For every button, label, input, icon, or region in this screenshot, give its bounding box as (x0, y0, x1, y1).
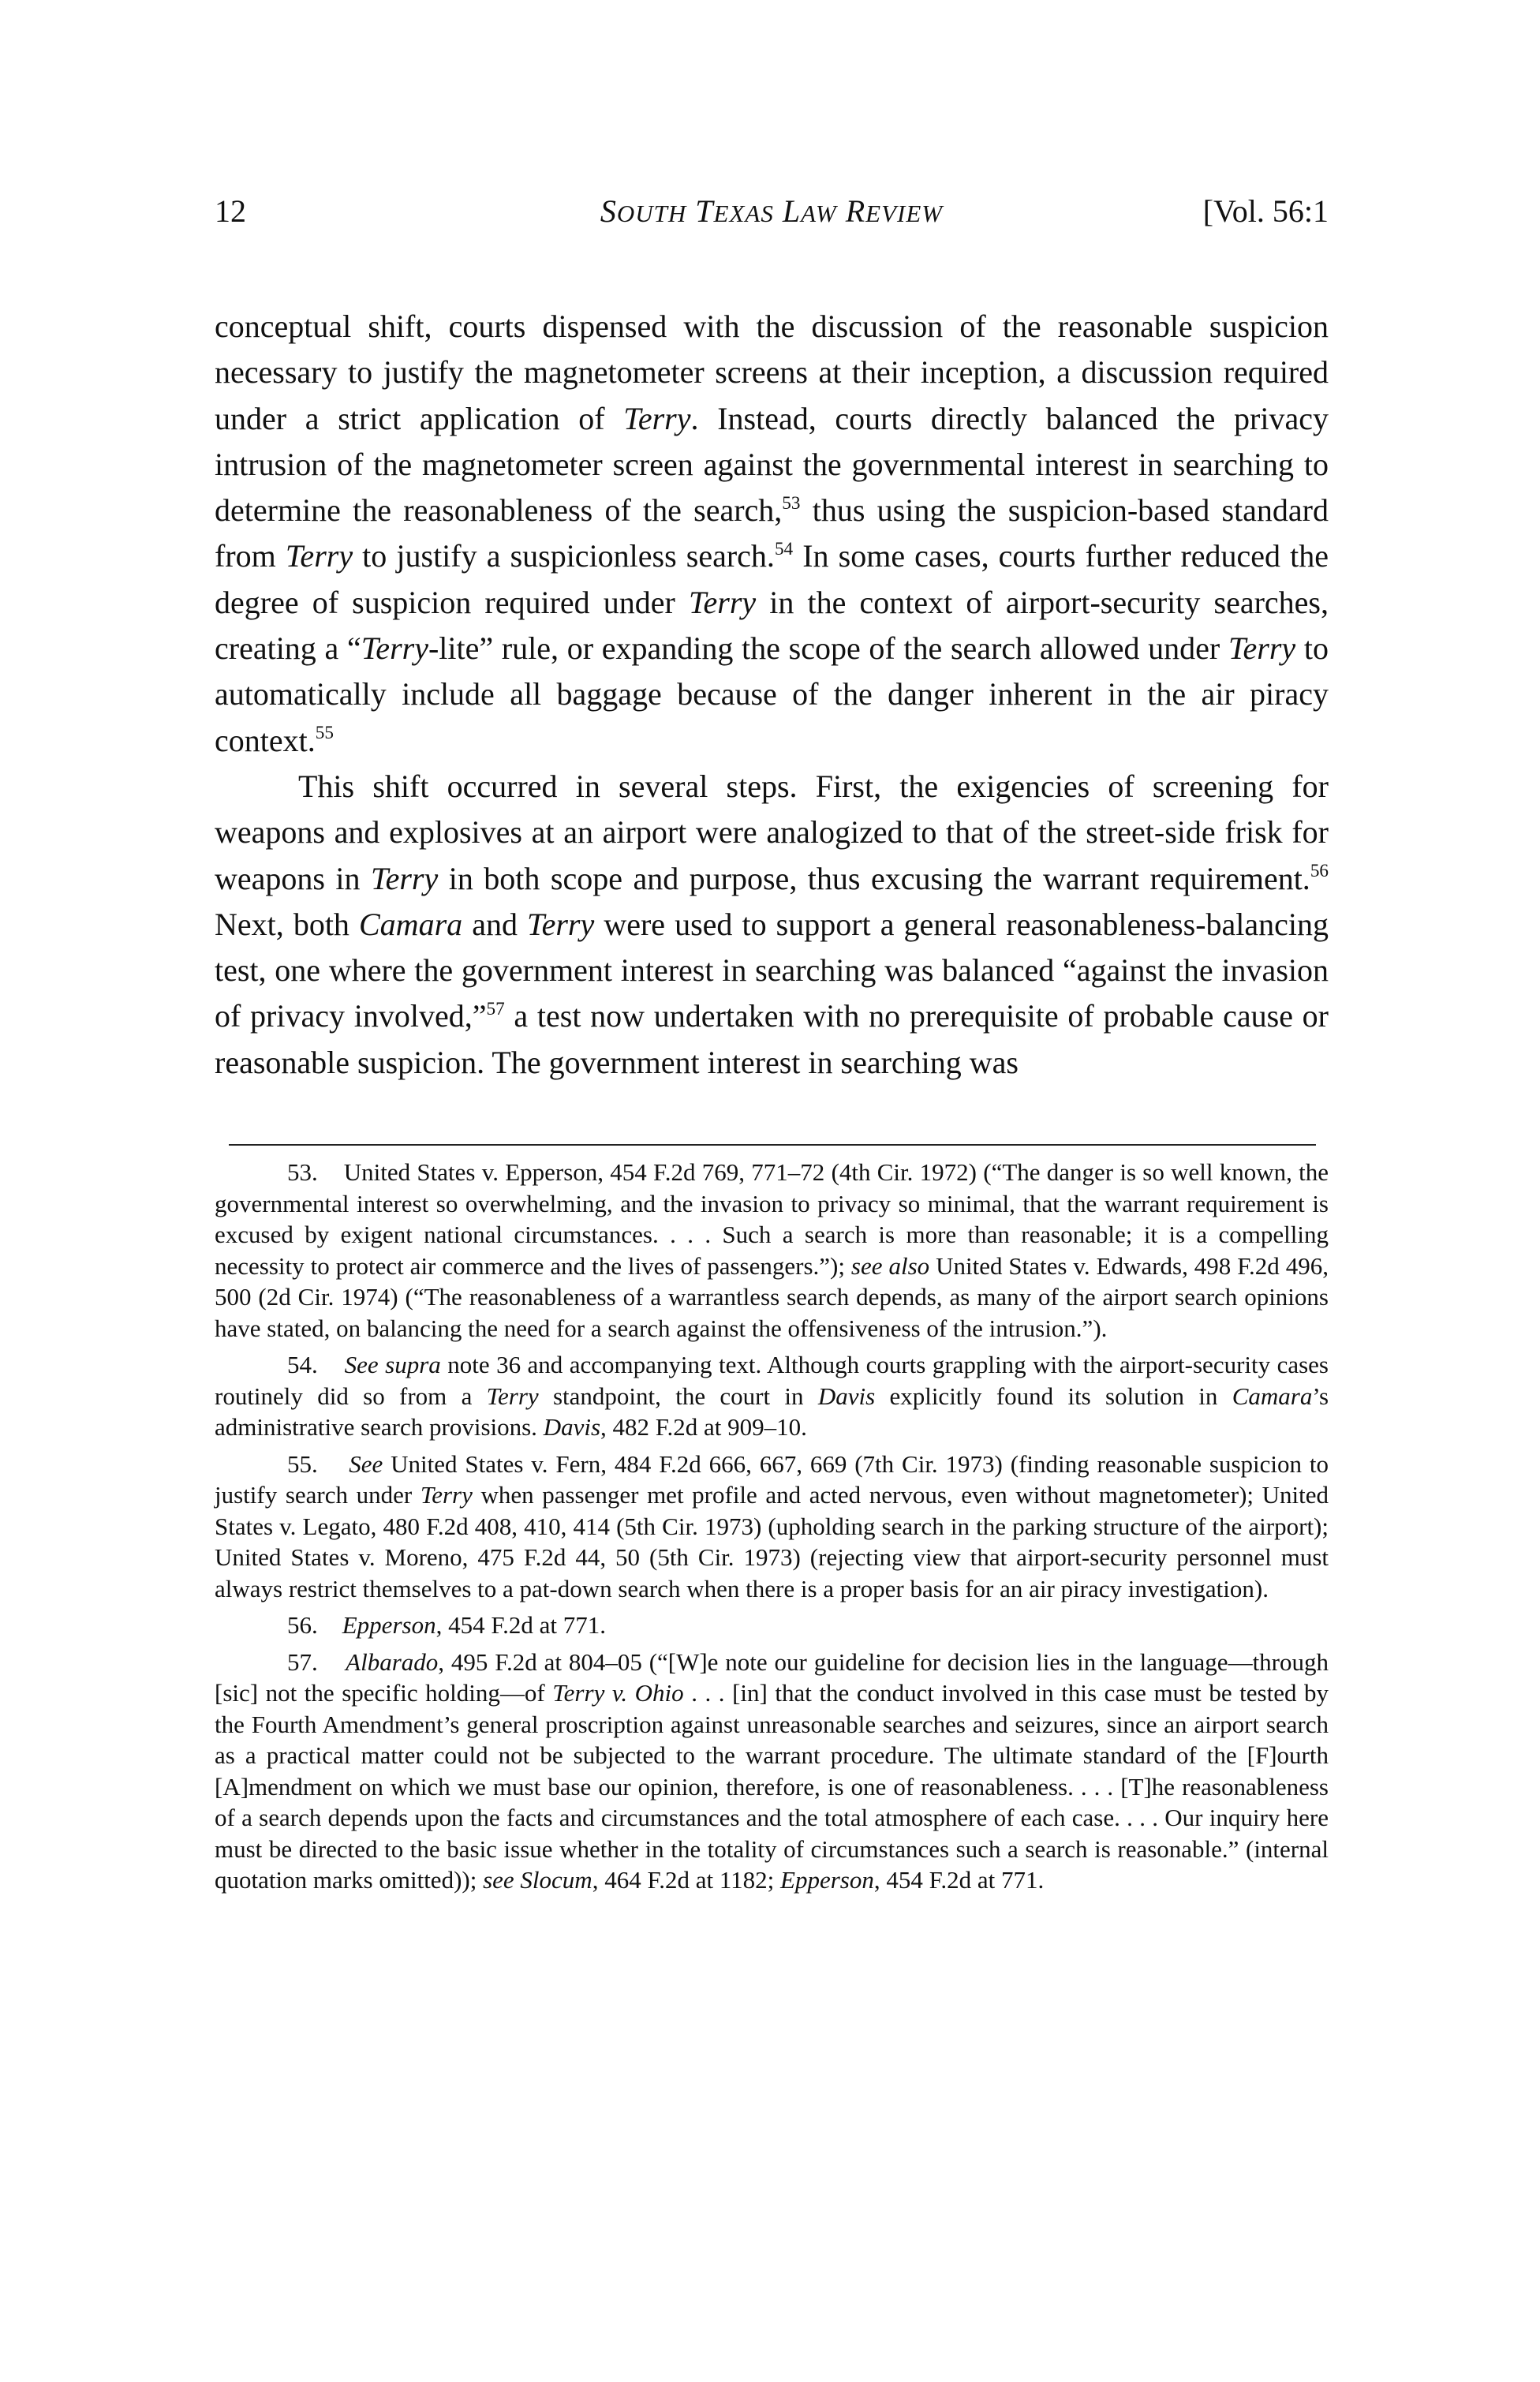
text-run: -lite” rule, or expanding the scope of the search allowed under (428, 630, 1228, 667)
footnote-number: 57. (287, 1647, 318, 1676)
case-name: Terry (361, 630, 428, 667)
text-run: ’s administrative search provisions. (215, 1382, 1329, 1441)
case-name: Davis (543, 1413, 601, 1441)
signal: See (349, 1449, 383, 1478)
footnote-number: 53. (287, 1158, 318, 1186)
text-run: standpoint, the court in (538, 1382, 818, 1410)
case-name: Terry (527, 906, 595, 942)
journal-title: SOUTH TEXAS LAW REVIEW (600, 193, 944, 229)
text-run: , 482 F.2d at 909–10. (600, 1413, 807, 1441)
case-name: Terry (371, 860, 439, 896)
text-run: . . . [in] that the conduct involved in this case must be tested by the Fourth Amendment’s general proscription against unreasonable searches and seizures, since an airport search as a practical matter could not be subjected to the warrant procedure. The ultimate standard of the [F]ourth [A]mendment on which we must base our opinion, therefore, is one of reasonableness. . . . [T]he reasonableness of a search depends upon the facts and circumstances and the total atmosphere of each case. . . . Our inquiry here must be directed to the basic issue whether in the totality of circumstances such a search is reasonable.” (internal quotation marks omitted)); (215, 1679, 1329, 1894)
text-run: , 454 F.2d at 771. (873, 1866, 1045, 1894)
footnote-ref-57[interactable]: 57 (486, 998, 505, 1019)
text-run: United States v. Fern, 484 F.2d 666, 667, 669 (7th Cir. 1973) (finding reasonable suspicion to justify search under (215, 1449, 1329, 1509)
text-run: in the context of airport-security searches, creating a “ (215, 584, 1329, 667)
text-run: to automatically include all baggage because of the danger inherent in the air piracy context. (215, 630, 1329, 758)
footnote-number: 54. (287, 1351, 318, 1378)
case-name: Epperson (780, 1866, 874, 1894)
body-text (215, 304, 1329, 1086)
footnote-54 (215, 1349, 1329, 1443)
footnote-ref-55[interactable]: 55 (315, 723, 334, 744)
footnote-number: 56. (287, 1611, 318, 1639)
running-header (215, 188, 1329, 235)
footnote-ref-56[interactable]: 56 (1310, 861, 1329, 882)
footnote-57 (215, 1647, 1329, 1896)
paragraph-1 (215, 304, 1329, 764)
case-name: Epperson (342, 1611, 436, 1639)
text-run: thus using the suspicion-based standard from (215, 492, 1329, 574)
case-name: Terry (420, 1481, 473, 1509)
footnote-53 (215, 1157, 1329, 1344)
text-run: Next, both (215, 906, 359, 942)
case-name: Terry (486, 1382, 539, 1410)
case-name: Terry (688, 584, 757, 620)
footnotes (215, 1157, 1329, 1901)
text-run: note 36 and accompanying text. Although courts grappling with the airport-security cases routinely did so from a (215, 1351, 1329, 1410)
text-run: United States v. Edwards, 498 F.2d 496, 500 (2d Cir. 1974) (“The reasonableness of a warrantless search depends, as many of the airport search opinions have stated, on balancing the need for a search against the offensiveness of the intrusion.”). (215, 1251, 1329, 1342)
footnote-56 (215, 1610, 1329, 1641)
text-run: , 454 F.2d at 771. (435, 1611, 606, 1639)
footnote-divider (229, 1144, 1316, 1146)
text-run: , 464 F.2d at 1182; (592, 1866, 781, 1894)
text-run: , 495 F.2d at 804–05 (“[W]e note our guideline for decision lies in the language—through [sic] not the specific holding—of (215, 1647, 1329, 1707)
page-number: 12 (215, 193, 246, 229)
text-run: and (462, 906, 528, 942)
text-run: conceptual shift, courts dispensed with the discussion of the reasonable suspicion necessary to justify the magnetometer screens at their inception, a discussion required under a strict application of (215, 309, 1329, 436)
text-run: to justify a suspicionless search. (353, 538, 775, 574)
text-run: United States v. Epperson, 454 F.2d 769, 771–72 (4th Cir. 1972) (“The danger is so well known, the governmental interest so overwhelming, and the invasion to privacy so minimal, that the warrant requirement is excused by exigent national circumstances. . . . Such a search is more than reasonable; it is a compelling necessity to protect air commerce and the lives of passengers.”); (215, 1158, 1329, 1280)
text-run: . Instead, courts directly balanced the privacy intrusion of the magnetometer screen against the governmental interest in searching to determine the reasonableness of the search, (215, 400, 1329, 529)
footnote-ref-54[interactable]: 54 (774, 539, 794, 559)
case-name: Slocum (520, 1866, 592, 1894)
text-run: In some cases, courts further reduced the degree of suspicion required under (215, 538, 1329, 620)
paragraph-2 (215, 764, 1329, 1086)
signal: See supra (344, 1351, 441, 1378)
text-run: were used to support a general reasonableness-balancing test, one where the government interest in searching was balanced “against the invasion of privacy involved,” (215, 906, 1329, 1034)
case-name: Terry (285, 538, 353, 574)
case-name: Camara (1232, 1382, 1313, 1410)
text-run: a test now undertaken with no prerequisite of probable cause or reasonable suspicion. The government interest in searching was (215, 998, 1329, 1080)
signal: see also (850, 1251, 930, 1280)
text-run: This shift occurred in several steps. First, the exigencies of screening for weapons and explosives at an airport were analogized to that of the street-side frisk for weapons in (215, 768, 1329, 896)
signal: see (483, 1866, 514, 1894)
footnote-number: 55. (287, 1449, 318, 1478)
case-name: Davis (817, 1382, 876, 1410)
footnote-ref-53[interactable]: 53 (782, 492, 801, 514)
case-name: Terry v. Ohio (552, 1679, 684, 1707)
text-run: in both scope and purpose, thus excusing the warrant requirement. (438, 860, 1310, 896)
text-run: explicitly found its solution in (875, 1382, 1232, 1410)
case-name: Albarado (346, 1647, 439, 1676)
text-run: when passenger met profile and acted nervous, even without magnetometer); United States v. Legato, 480 F.2d 408, 410, 414 (5th Cir. 1973) (upholding search in the parking structure of the airport); United States v. Moreno, 475 F.2d 44, 50 (5th Cir. 1973) (rejecting view that airport-security personnel must always restrict themselves to a pat-down search when there is a proper basis for an air piracy investigation). (215, 1481, 1329, 1602)
volume-label: [Vol. 56:1 (1202, 193, 1329, 229)
case-name: Terry (623, 400, 691, 436)
case-name: Terry (1228, 630, 1296, 667)
footnote-55 (215, 1449, 1329, 1605)
case-name: Camara (359, 906, 463, 942)
